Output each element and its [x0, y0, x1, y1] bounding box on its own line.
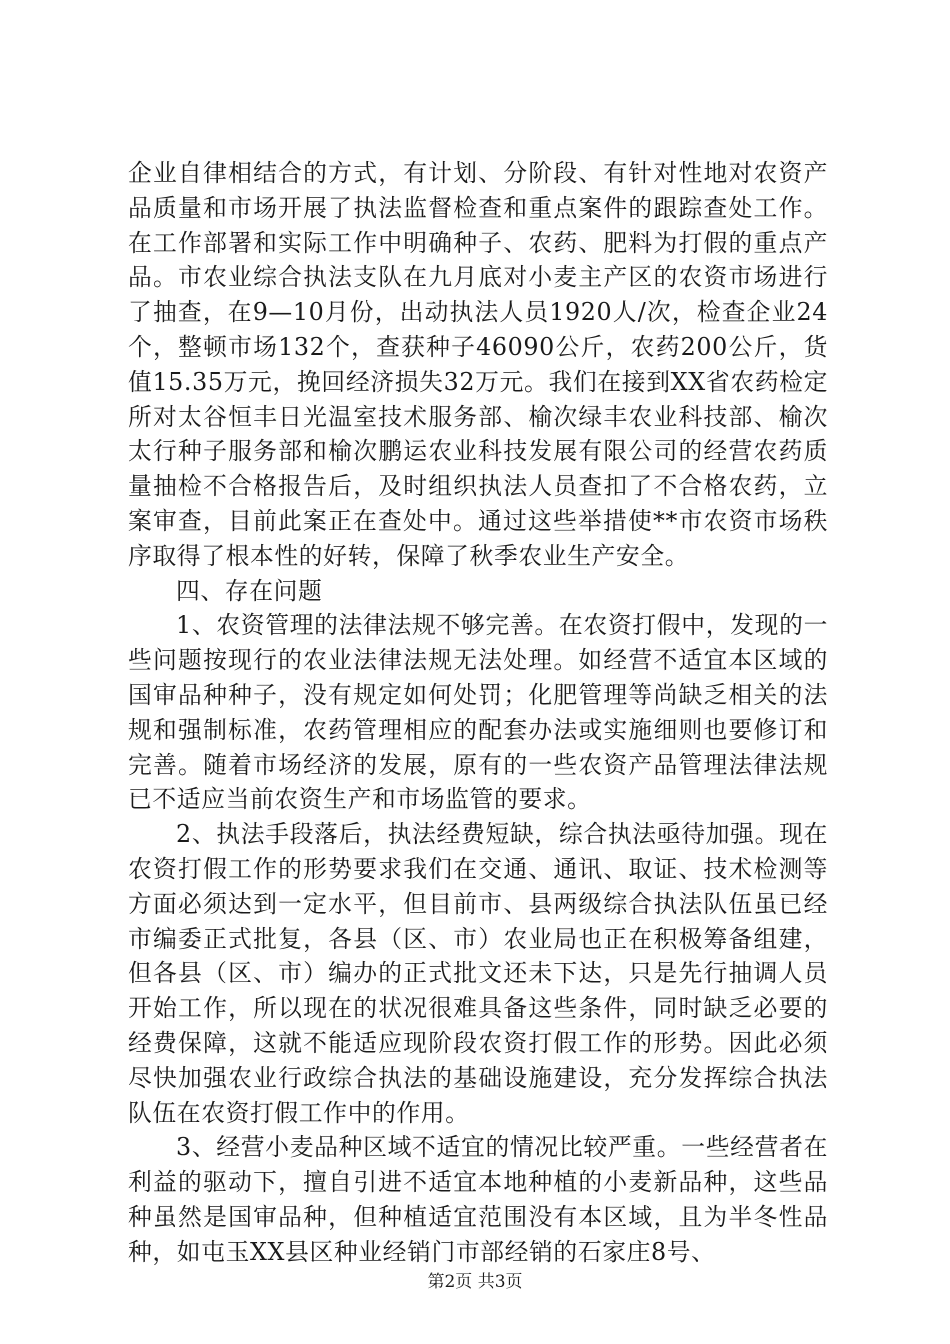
section-heading: 四、存在问题 — [176, 576, 323, 605]
paragraph-continuation: 企业自律相结合的方式，有计划、分阶段、有针对性地对农资产品质量和市场开展了执法监督检查和重点案件的跟踪查处工作。在工作部署和实际工作中明确种子、农药、肥料为打假的重点产品。市农业综合执法支队在九月底对小麦主产区的农资市场进行了抽查，在9—10月份，出动执法人员1920人/次，检查企业24个，整顿市场132个，查获种子46090公斤，农药200公斤，货值15.35万元，挽回经济损失32万元。我们在接到XX省农药检定所对太谷恒丰日光温室技术服务部、榆次绿丰农业科技部、榆次太行种子服务部和榆次鹏运农业科技发展有限公司的经营农药质量抽检不合格报告后，及时组织执法人员查扣了不合格农药，立案审查，目前此案正在查处中。通过这些举措使**市农资市场秩序取得了根本性的好转，保障了秋季农业生产安全。 — [128, 159, 828, 570]
page-number-footer: 第2页 共3页 — [427, 1272, 523, 1292]
problem-paragraph-2: 2、执法手段落后，执法经费短缺，综合执法亟待加强。现在农资打假工作的形势要求我们在交通、通讯、取证、技术检测等方面必须达到一定水平，但目前市、县两级综合执法队伍虽已经市编委正式批复，各县（区、市）农业局也正在积极筹备组建，但各县（区、市）编办的正式批文还未下达，只是先行抽调人员开始工作，所以现在的状况很难具备这些条件，同时缺乏必要的经费保障，这就不能适应现阶段农资打假工作的形势。因此必须尽快加强农业行政综合执法的基础设施建设，充分发挥综合执法队伍在农资打假工作中的作用。 — [128, 820, 828, 1127]
document-body — [128, 156, 828, 1270]
problem-paragraph-1: 1、农资管理的法律法规不够完善。在农资打假中，发现的一些问题按现行的农业法律法规无法处理。如经营不适宜本区域的国审品种种子，没有规定如何处罚；化肥管理等尚缺乏相关的法规和强制标准，农药管理相应的配套办法或实施细则也要修订和完善。随着市场经济的发展，原有的一些农资产品管理法律法规已不适应当前农资生产和市场监管的要求。 — [128, 611, 828, 814]
problem-paragraph-3: 3、经营小麦品种区域不适宜的情况比较严重。一些经营者在利益的驱动下，擅自引进不适宜本地种植的小麦新品种，这些品种虽然是国审品种，但种植适宜范围没有本区域，且为半冬性品种，如屯玉XX县区种业经销门市部经销的石家庄8号、 — [128, 1133, 828, 1266]
